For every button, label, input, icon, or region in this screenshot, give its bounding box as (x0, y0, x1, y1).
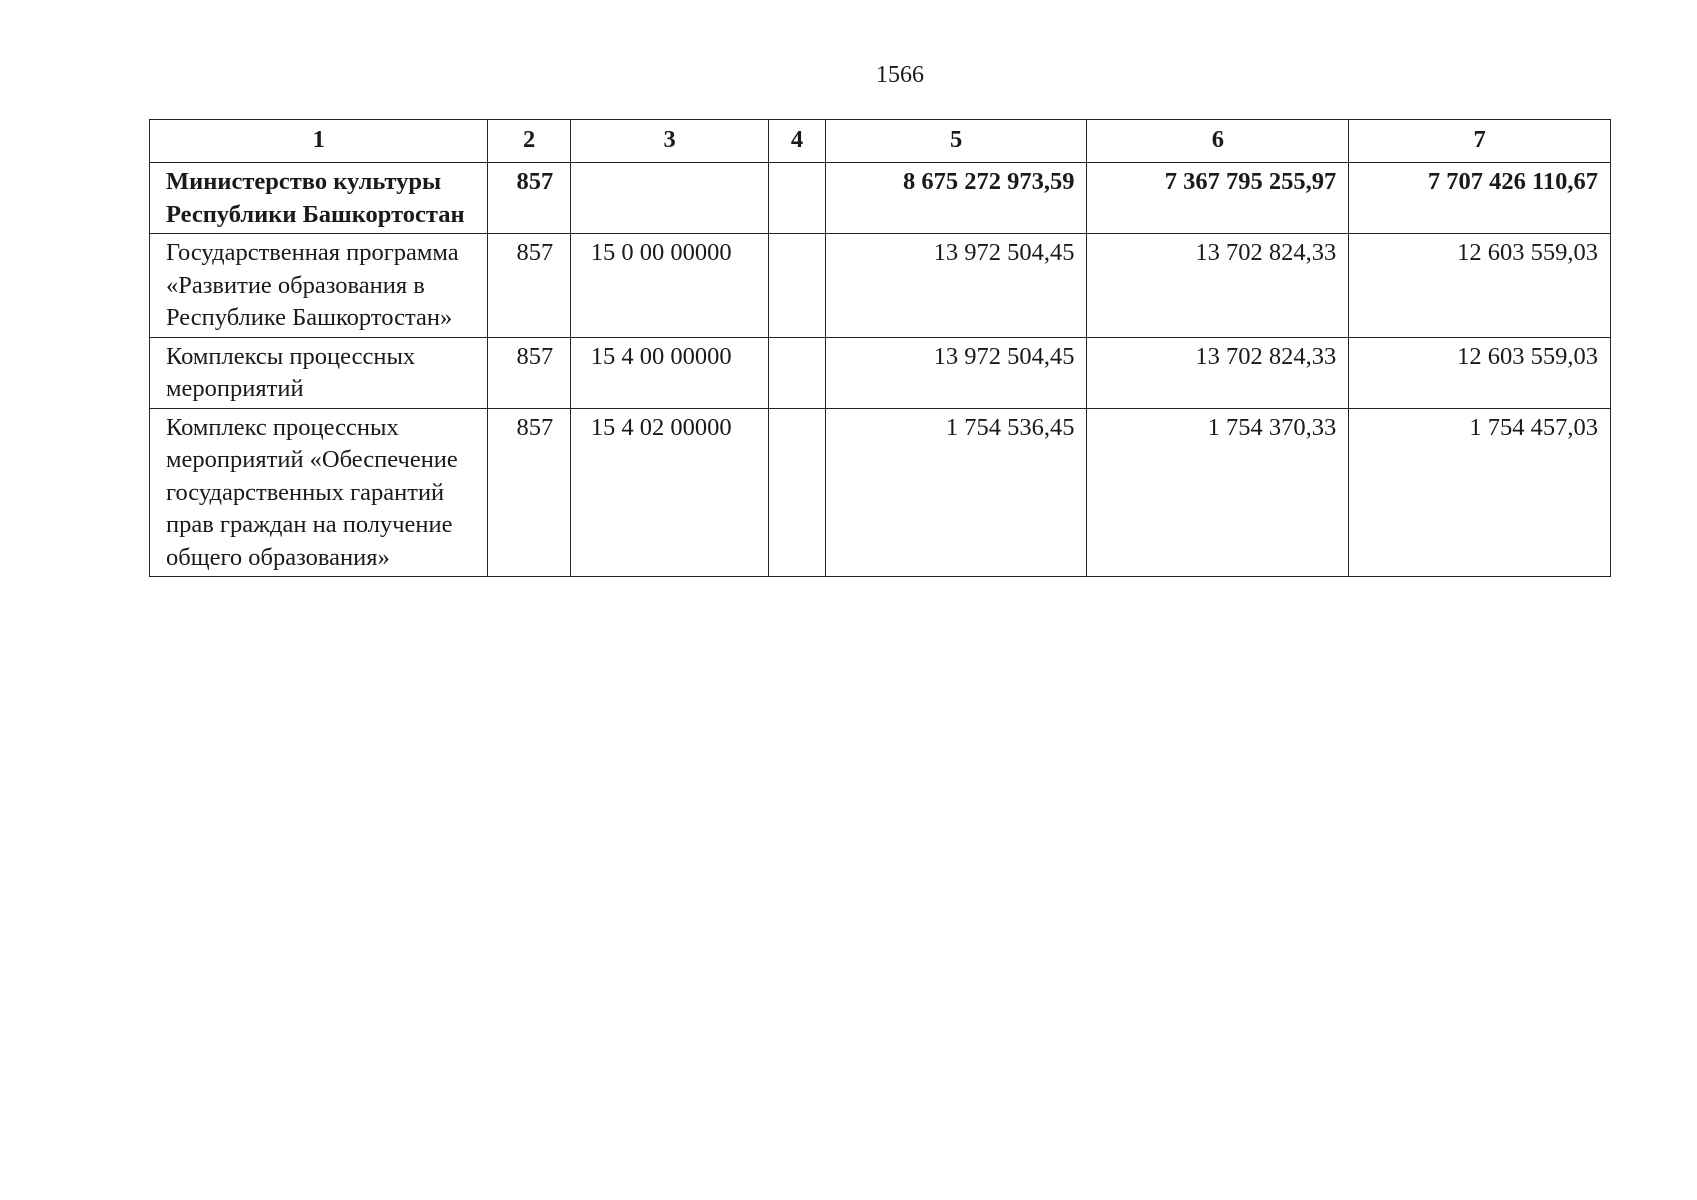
header-col-4: 4 (769, 120, 825, 163)
row-name-cell: Комплексы процессных мероприятий (150, 337, 488, 408)
header-col-6: 6 (1087, 120, 1349, 163)
row-name-cell: Комплекс процессных мероприятий «Обеспечение государственных гарантий прав граждан на получение общего образования» (150, 408, 488, 577)
program-code-cell: 15 4 00 00000 (570, 337, 769, 408)
amount-col-7-cell: 1 754 457,03 (1349, 408, 1611, 577)
table-row (150, 234, 1611, 338)
expense-type-cell (769, 163, 825, 234)
amount-col-7-cell: 12 603 559,03 (1349, 234, 1611, 338)
header-col-3: 3 (570, 120, 769, 163)
amount-col-7-cell: 7 707 426 110,67 (1349, 163, 1611, 234)
header-col-5: 5 (825, 120, 1087, 163)
amount-col-6-cell: 13 702 824,33 (1087, 234, 1349, 338)
code-cell: 857 (488, 337, 570, 408)
amount-col-6-cell: 7 367 795 255,97 (1087, 163, 1349, 234)
program-code-cell: 15 0 00 00000 (570, 234, 769, 338)
table-row (150, 408, 1611, 577)
row-name-cell: Министерство культуры Республики Башкортостан (150, 163, 488, 234)
expense-type-cell (769, 234, 825, 338)
amount-col-5-cell: 13 972 504,45 (825, 234, 1087, 338)
row-name-cell: Государственная программа «Развитие образования в Республике Башкортостан» (150, 234, 488, 338)
expense-type-cell (769, 408, 825, 577)
page-number: 1566 (876, 62, 924, 88)
table-row (150, 337, 1611, 408)
header-col-2: 2 (488, 120, 570, 163)
amount-col-5-cell: 13 972 504,45 (825, 337, 1087, 408)
program-code-cell (570, 163, 769, 234)
table-header-row (150, 120, 1611, 163)
budget-table (149, 119, 1611, 577)
amount-col-6-cell: 1 754 370,33 (1087, 408, 1349, 577)
amount-col-6-cell: 13 702 824,33 (1087, 337, 1349, 408)
expense-type-cell (769, 337, 825, 408)
amount-col-5-cell: 8 675 272 973,59 (825, 163, 1087, 234)
amount-col-7-cell: 12 603 559,03 (1349, 337, 1611, 408)
amount-col-5-cell: 1 754 536,45 (825, 408, 1087, 577)
table-row (150, 163, 1611, 234)
code-cell: 857 (488, 234, 570, 338)
program-code-cell: 15 4 02 00000 (570, 408, 769, 577)
code-cell: 857 (488, 163, 570, 234)
header-col-7: 7 (1349, 120, 1611, 163)
header-col-1: 1 (150, 120, 488, 163)
code-cell: 857 (488, 408, 570, 577)
